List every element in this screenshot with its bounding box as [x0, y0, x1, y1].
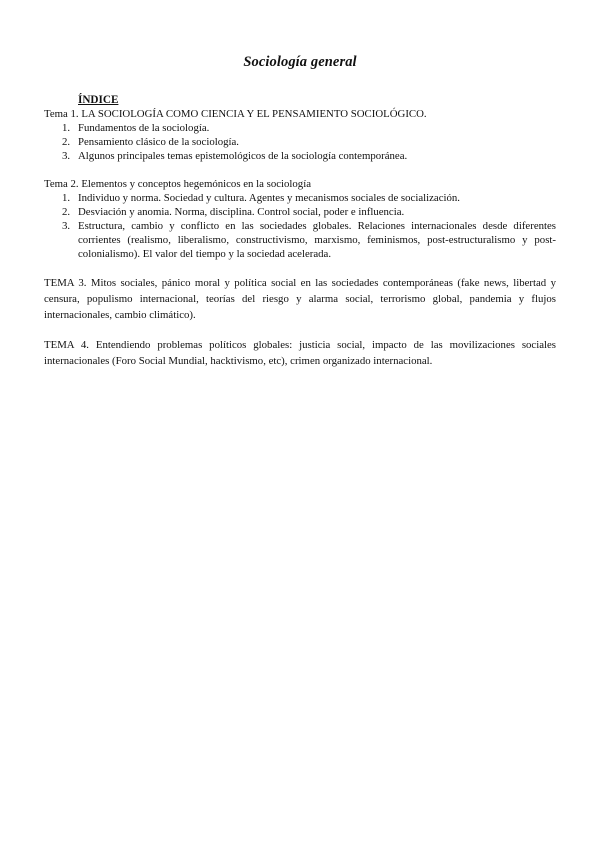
spacer: [44, 163, 556, 177]
tema2-item-3: [44, 219, 556, 261]
list-item-text: Fundamentos de la sociología.: [78, 122, 210, 134]
list-number: 3.: [62, 150, 71, 162]
tema2-item-2: [44, 205, 556, 219]
list-number: 1.: [62, 122, 71, 134]
tema2-list: [44, 191, 556, 261]
tema2-title: Tema 2. Elementos y conceptos hegemónicos en la sociología: [44, 178, 311, 190]
list-item-text: Estructura, cambio y conflicto en las sociedades globales. Relaciones internacionales desde diferentes corrientes (realismo, liberalismo, constructivismo, marxismo, feminismos, post-estructuralismo y post-colonialismo). El valor del tiempo y la sociedad acelerada.: [78, 220, 556, 260]
list-item-text: Pensamiento clásico de la sociología.: [78, 136, 240, 148]
document-content: [44, 93, 556, 369]
tema2-item-1: [44, 191, 556, 205]
tema3-paragraph: TEMA 3. Mitos sociales, pánico moral y política social en las sociedades contemporáneas (fake news, libertad y censura, populismo internacional, teorías del riesgo y alarma social, terrorismo global, pandemia y flujos internacionales, cambio climático).: [44, 277, 556, 321]
list-number: 2.: [62, 206, 71, 218]
tema4-paragraph: TEMA 4. Entendiendo problemas políticos globales: justicia social, impacto de las movilizaciones sociales internacionales (Foro Social Mundial, hacktivismo, etc), crimen organizado internacional.: [44, 339, 556, 367]
tema1-list: [44, 121, 556, 163]
index-heading: ÍNDICE: [78, 94, 119, 106]
list-number: 3.: [62, 220, 71, 232]
list-item-text: Individuo y norma. Sociedad y cultura. Agentes y mecanismos sociales de socialización.: [78, 192, 460, 204]
spacer: [44, 323, 556, 337]
tema1-item-1: [44, 121, 556, 135]
list-number: 2.: [62, 136, 71, 148]
tema1-title: Tema 1. LA SOCIOLOGÍA COMO CIENCIA Y EL PENSAMIENTO SOCIOLÓGICO.: [44, 108, 427, 120]
list-number: 1.: [62, 192, 71, 204]
list-item-text: Desviación y anomia. Norma, disciplina. Control social, poder e influencia.: [78, 206, 405, 218]
tema1-item-2: [44, 135, 556, 149]
spacer: [44, 261, 556, 275]
list-item-text: Algunos principales temas epistemológicos de la sociología contemporánea.: [78, 150, 408, 162]
tema1-item-3: [44, 149, 556, 163]
document-title: Sociología general: [243, 54, 357, 70]
